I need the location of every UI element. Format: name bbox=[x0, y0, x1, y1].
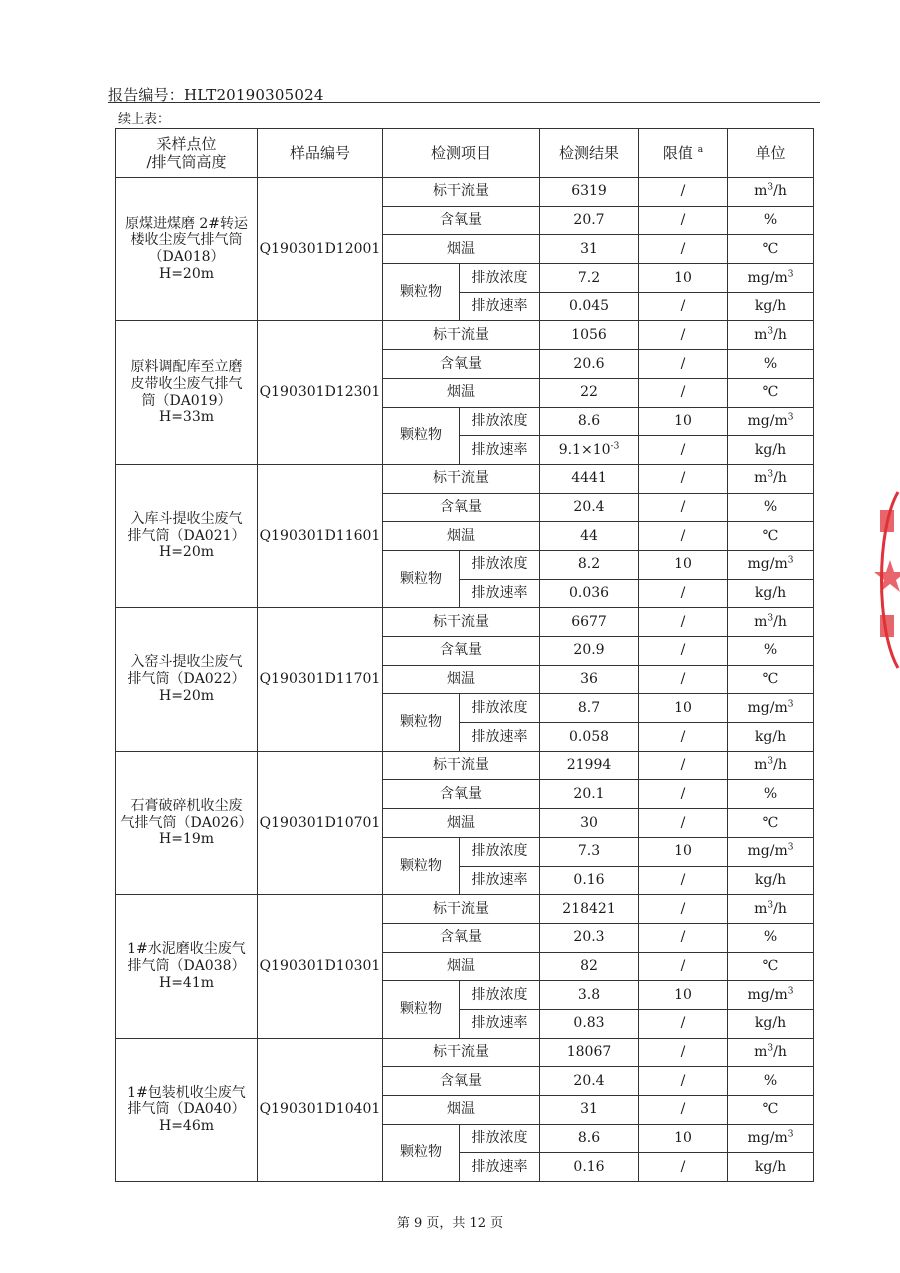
sampling-point-line: 原料调配库至立磨 bbox=[130, 359, 243, 376]
item-particulate: 颗粒物 bbox=[383, 694, 460, 751]
result-oxygen: 20.7 bbox=[540, 206, 639, 235]
limit-flow: / bbox=[639, 751, 728, 780]
sampling-point-line: 原煤进煤磨 2#转运 bbox=[124, 215, 249, 232]
unit-oxygen: % bbox=[728, 206, 814, 235]
sampling-point-line: 石膏破碎机收尘废 bbox=[130, 797, 243, 814]
item-oxygen: 含氧量 bbox=[383, 493, 540, 522]
result-flow: 6319 bbox=[540, 178, 639, 207]
unit-flow: $m^3/h$ bbox=[728, 1038, 814, 1067]
table-body bbox=[116, 178, 814, 1182]
result-rate: $9.1\times 10^{-3}$ bbox=[540, 436, 639, 465]
limit-temp: / bbox=[639, 378, 728, 407]
unit-flow: $m^3/h$ bbox=[728, 608, 814, 637]
sampling-point-cell bbox=[116, 608, 258, 751]
result-flow: 6677 bbox=[540, 608, 639, 637]
sampling-point-line: 皮带收尘废气排气 bbox=[130, 375, 243, 392]
limit-conc: 10 bbox=[639, 694, 728, 723]
unit-conc: $mg/m^3$ bbox=[728, 407, 814, 436]
unit-flow: $m^3/h$ bbox=[728, 895, 814, 924]
limit-temp: / bbox=[639, 1096, 728, 1125]
column-header-sample-id: 样品编号 bbox=[258, 129, 383, 178]
sampling-point-line: 气排气筒（DA026） bbox=[120, 814, 253, 831]
item-oxygen: 含氧量 bbox=[383, 780, 540, 809]
item-particulate: 颗粒物 bbox=[383, 264, 460, 321]
item-oxygen: 含氧量 bbox=[383, 206, 540, 235]
result-rate: 0.83 bbox=[540, 1009, 639, 1038]
table-row bbox=[116, 1038, 814, 1067]
limit-rate: / bbox=[639, 436, 728, 465]
result-rate: 0.058 bbox=[540, 723, 639, 752]
item-temp: 烟温 bbox=[383, 1096, 540, 1125]
sampling-point-line: H=19m bbox=[158, 831, 215, 848]
unit-temp: ℃ bbox=[728, 665, 814, 694]
result-rate: 0.045 bbox=[540, 292, 639, 321]
unit-conc: $mg/m^3$ bbox=[728, 981, 814, 1010]
sampling-point-cell bbox=[116, 178, 258, 321]
unit-rate: kg/h bbox=[728, 1153, 814, 1182]
item-conc: 排放浓度 bbox=[460, 694, 540, 723]
unit-oxygen: % bbox=[728, 637, 814, 666]
item-oxygen: 含氧量 bbox=[383, 350, 540, 379]
limit-temp: / bbox=[639, 522, 728, 551]
result-temp: 44 bbox=[540, 522, 639, 551]
unit-rate: kg/h bbox=[728, 1009, 814, 1038]
sampling-point-line: H=33m bbox=[158, 409, 215, 426]
item-particulate: 颗粒物 bbox=[383, 981, 460, 1038]
limit-conc: 10 bbox=[639, 550, 728, 579]
continued-label: 续上表： bbox=[118, 112, 171, 127]
report-number-label: 报告编号： bbox=[108, 86, 185, 104]
result-conc: 7.3 bbox=[540, 837, 639, 866]
limit-flow: / bbox=[639, 321, 728, 350]
result-temp: 36 bbox=[540, 665, 639, 694]
sample-id-cell: Q190301D10701 bbox=[258, 751, 383, 894]
item-conc: 排放浓度 bbox=[460, 550, 540, 579]
unit-conc: $mg/m^3$ bbox=[728, 264, 814, 293]
item-conc: 排放浓度 bbox=[460, 264, 540, 293]
item-temp: 烟温 bbox=[383, 235, 540, 264]
column-header-limit: 限值 $^a$ bbox=[639, 129, 728, 178]
sample-id-cell: Q190301D11701 bbox=[258, 608, 383, 751]
item-flow: 标干流量 bbox=[383, 1038, 540, 1067]
result-conc: 7.2 bbox=[540, 264, 639, 293]
sampling-point-line: 排气筒（DA021） bbox=[127, 527, 246, 544]
result-oxygen: 20.9 bbox=[540, 637, 639, 666]
item-conc: 排放浓度 bbox=[460, 837, 540, 866]
result-rate: 0.16 bbox=[540, 1153, 639, 1182]
result-temp: 31 bbox=[540, 235, 639, 264]
limit-rate: / bbox=[639, 579, 728, 608]
item-flow: 标干流量 bbox=[383, 608, 540, 637]
unit-conc: $mg/m^3$ bbox=[728, 1124, 814, 1153]
unit-temp: ℃ bbox=[728, 235, 814, 264]
limit-rate: / bbox=[639, 723, 728, 752]
item-flow: 标干流量 bbox=[383, 895, 540, 924]
item-flow: 标干流量 bbox=[383, 178, 540, 207]
result-rate: 0.036 bbox=[540, 579, 639, 608]
sampling-point-line: 入窑斗提收尘废气 bbox=[130, 654, 243, 671]
sampling-point-line: H=20m bbox=[158, 544, 215, 561]
red-seal-stamp bbox=[872, 490, 900, 670]
item-conc: 排放浓度 bbox=[460, 981, 540, 1010]
limit-oxygen: / bbox=[639, 1067, 728, 1096]
unit-oxygen: % bbox=[728, 780, 814, 809]
limit-oxygen: / bbox=[639, 923, 728, 952]
limit-temp: / bbox=[639, 235, 728, 264]
unit-temp: ℃ bbox=[728, 952, 814, 981]
sampling-point-line: 入库斗提收尘废气 bbox=[130, 510, 243, 527]
table-row bbox=[116, 608, 814, 637]
sampling-point-cell bbox=[116, 464, 258, 607]
item-rate: 排放速率 bbox=[460, 1153, 540, 1182]
report-number-value: HLT20190305024 bbox=[184, 86, 324, 104]
unit-conc: $mg/m^3$ bbox=[728, 694, 814, 723]
sample-id-cell: Q190301D11601 bbox=[258, 464, 383, 607]
limit-flow: / bbox=[639, 608, 728, 637]
item-particulate: 颗粒物 bbox=[383, 550, 460, 607]
header-divider bbox=[108, 102, 820, 103]
unit-rate: kg/h bbox=[728, 436, 814, 465]
table-row bbox=[116, 464, 814, 493]
limit-conc: 10 bbox=[639, 981, 728, 1010]
item-oxygen: 含氧量 bbox=[383, 1067, 540, 1096]
sample-id-cell: Q190301D12301 bbox=[258, 321, 383, 464]
item-conc: 排放浓度 bbox=[460, 407, 540, 436]
table-row bbox=[116, 751, 814, 780]
limit-temp: / bbox=[639, 952, 728, 981]
limit-conc: 10 bbox=[639, 1124, 728, 1153]
item-flow: 标干流量 bbox=[383, 751, 540, 780]
limit-rate: / bbox=[639, 1009, 728, 1038]
unit-flow: $m^3/h$ bbox=[728, 464, 814, 493]
sampling-point-line: 排气筒（DA038） bbox=[127, 958, 246, 974]
sampling-point-cell bbox=[116, 321, 258, 464]
item-particulate: 颗粒物 bbox=[383, 1124, 460, 1181]
column-header-result: 检测结果 bbox=[540, 129, 639, 178]
emission-data-table bbox=[115, 128, 814, 1182]
unit-flow: $m^3/h$ bbox=[728, 751, 814, 780]
sampling-point-line: 筒（DA019） bbox=[141, 392, 232, 409]
sampling-point-cell bbox=[116, 1038, 258, 1181]
result-conc: 8.6 bbox=[540, 407, 639, 436]
limit-conc: 10 bbox=[639, 407, 728, 436]
result-conc: 3.8 bbox=[540, 981, 639, 1010]
item-oxygen: 含氧量 bbox=[383, 637, 540, 666]
table-row bbox=[116, 895, 814, 924]
sampling-point-line: H=20m bbox=[158, 687, 215, 704]
item-oxygen: 含氧量 bbox=[383, 923, 540, 952]
item-rate: 排放速率 bbox=[460, 292, 540, 321]
unit-rate: kg/h bbox=[728, 292, 814, 321]
column-header-item: 检测项目 bbox=[383, 129, 540, 178]
limit-oxygen: / bbox=[639, 350, 728, 379]
sampling-point-line: H=20m bbox=[158, 266, 215, 283]
item-flow: 标干流量 bbox=[383, 464, 540, 493]
result-temp: 82 bbox=[540, 952, 639, 981]
limit-oxygen: / bbox=[639, 493, 728, 522]
result-temp: 22 bbox=[540, 378, 639, 407]
limit-flow: / bbox=[639, 464, 728, 493]
unit-rate: kg/h bbox=[728, 579, 814, 608]
item-rate: 排放速率 bbox=[460, 436, 540, 465]
table-row bbox=[116, 178, 814, 207]
page-number: 第 9 页，共 12 页 bbox=[396, 1216, 504, 1231]
item-particulate: 颗粒物 bbox=[383, 407, 460, 464]
sampling-point-line: （DA018） bbox=[148, 249, 225, 266]
item-flow: 标干流量 bbox=[383, 321, 540, 350]
sampling-point-cell bbox=[116, 751, 258, 894]
table-header-row bbox=[116, 129, 814, 178]
result-conc: 8.7 bbox=[540, 694, 639, 723]
unit-oxygen: % bbox=[728, 493, 814, 522]
item-particulate: 颗粒物 bbox=[383, 837, 460, 894]
result-temp: 31 bbox=[540, 1096, 639, 1125]
limit-conc: 10 bbox=[639, 264, 728, 293]
sampling-point-line: H=41m bbox=[158, 974, 215, 991]
sample-id-cell: Q190301D10401 bbox=[258, 1038, 383, 1181]
result-conc: 8.2 bbox=[540, 550, 639, 579]
unit-temp: ℃ bbox=[728, 522, 814, 551]
result-conc: 8.6 bbox=[540, 1124, 639, 1153]
item-temp: 烟温 bbox=[383, 378, 540, 407]
item-temp: 烟温 bbox=[383, 809, 540, 838]
limit-rate: / bbox=[639, 292, 728, 321]
unit-flow: $m^3/h$ bbox=[728, 178, 814, 207]
unit-oxygen: % bbox=[728, 923, 814, 952]
unit-temp: ℃ bbox=[728, 1096, 814, 1125]
sampling-point-line: 排气筒（DA022） bbox=[127, 671, 246, 688]
item-rate: 排放速率 bbox=[460, 723, 540, 752]
unit-oxygen: % bbox=[728, 350, 814, 379]
limit-flow: / bbox=[639, 1038, 728, 1067]
limit-rate: / bbox=[639, 866, 728, 895]
limit-rate: / bbox=[639, 1153, 728, 1182]
item-temp: 烟温 bbox=[383, 952, 540, 981]
sample-id-cell: Q190301D10301 bbox=[258, 895, 383, 1038]
result-temp: 30 bbox=[540, 809, 639, 838]
sampling-point-line: 排气筒（DA040） bbox=[127, 1101, 246, 1118]
limit-oxygen: / bbox=[639, 780, 728, 809]
result-oxygen: 20.3 bbox=[540, 923, 639, 952]
sampling-point-line: 楼收尘废气排气筒 bbox=[130, 232, 243, 249]
item-temp: 烟温 bbox=[383, 665, 540, 694]
unit-oxygen: % bbox=[728, 1067, 814, 1096]
item-rate: 排放速率 bbox=[460, 579, 540, 608]
result-oxygen: 20.4 bbox=[540, 493, 639, 522]
unit-flow: $m^3/h$ bbox=[728, 321, 814, 350]
result-rate: 0.16 bbox=[540, 866, 639, 895]
table-row bbox=[116, 321, 814, 350]
unit-conc: $mg/m^3$ bbox=[728, 550, 814, 579]
limit-flow: / bbox=[639, 178, 728, 207]
sampling-point-line: H=46m bbox=[158, 1118, 215, 1135]
limit-oxygen: / bbox=[639, 637, 728, 666]
limit-conc: 10 bbox=[639, 837, 728, 866]
column-header-point: 采样点位 /排气筒高度 bbox=[116, 129, 258, 178]
unit-rate: kg/h bbox=[728, 866, 814, 895]
result-oxygen: 20.1 bbox=[540, 780, 639, 809]
sampling-point-line: 1#水泥磨收尘废气 bbox=[127, 941, 246, 958]
unit-temp: ℃ bbox=[728, 809, 814, 838]
limit-temp: / bbox=[639, 665, 728, 694]
result-flow: 21994 bbox=[540, 751, 639, 780]
result-flow: 218421 bbox=[540, 895, 639, 924]
item-rate: 排放速率 bbox=[460, 1009, 540, 1038]
result-flow: 1056 bbox=[540, 321, 639, 350]
result-flow: 18067 bbox=[540, 1038, 639, 1067]
unit-conc: $mg/m^3$ bbox=[728, 837, 814, 866]
unit-temp: ℃ bbox=[728, 378, 814, 407]
column-header-unit: 单位 bbox=[728, 129, 814, 178]
result-oxygen: 20.6 bbox=[540, 350, 639, 379]
sampling-point-cell bbox=[116, 895, 258, 1038]
unit-rate: kg/h bbox=[728, 723, 814, 752]
limit-flow: / bbox=[639, 895, 728, 924]
item-rate: 排放速率 bbox=[460, 866, 540, 895]
result-flow: 4441 bbox=[540, 464, 639, 493]
sample-id-cell: Q190301D12001 bbox=[258, 178, 383, 321]
sampling-point-line: 1#包装机收尘废气 bbox=[127, 1084, 246, 1101]
item-temp: 烟温 bbox=[383, 522, 540, 551]
result-oxygen: 20.4 bbox=[540, 1067, 639, 1096]
item-conc: 排放浓度 bbox=[460, 1124, 540, 1153]
limit-temp: / bbox=[639, 809, 728, 838]
limit-oxygen: / bbox=[639, 206, 728, 235]
